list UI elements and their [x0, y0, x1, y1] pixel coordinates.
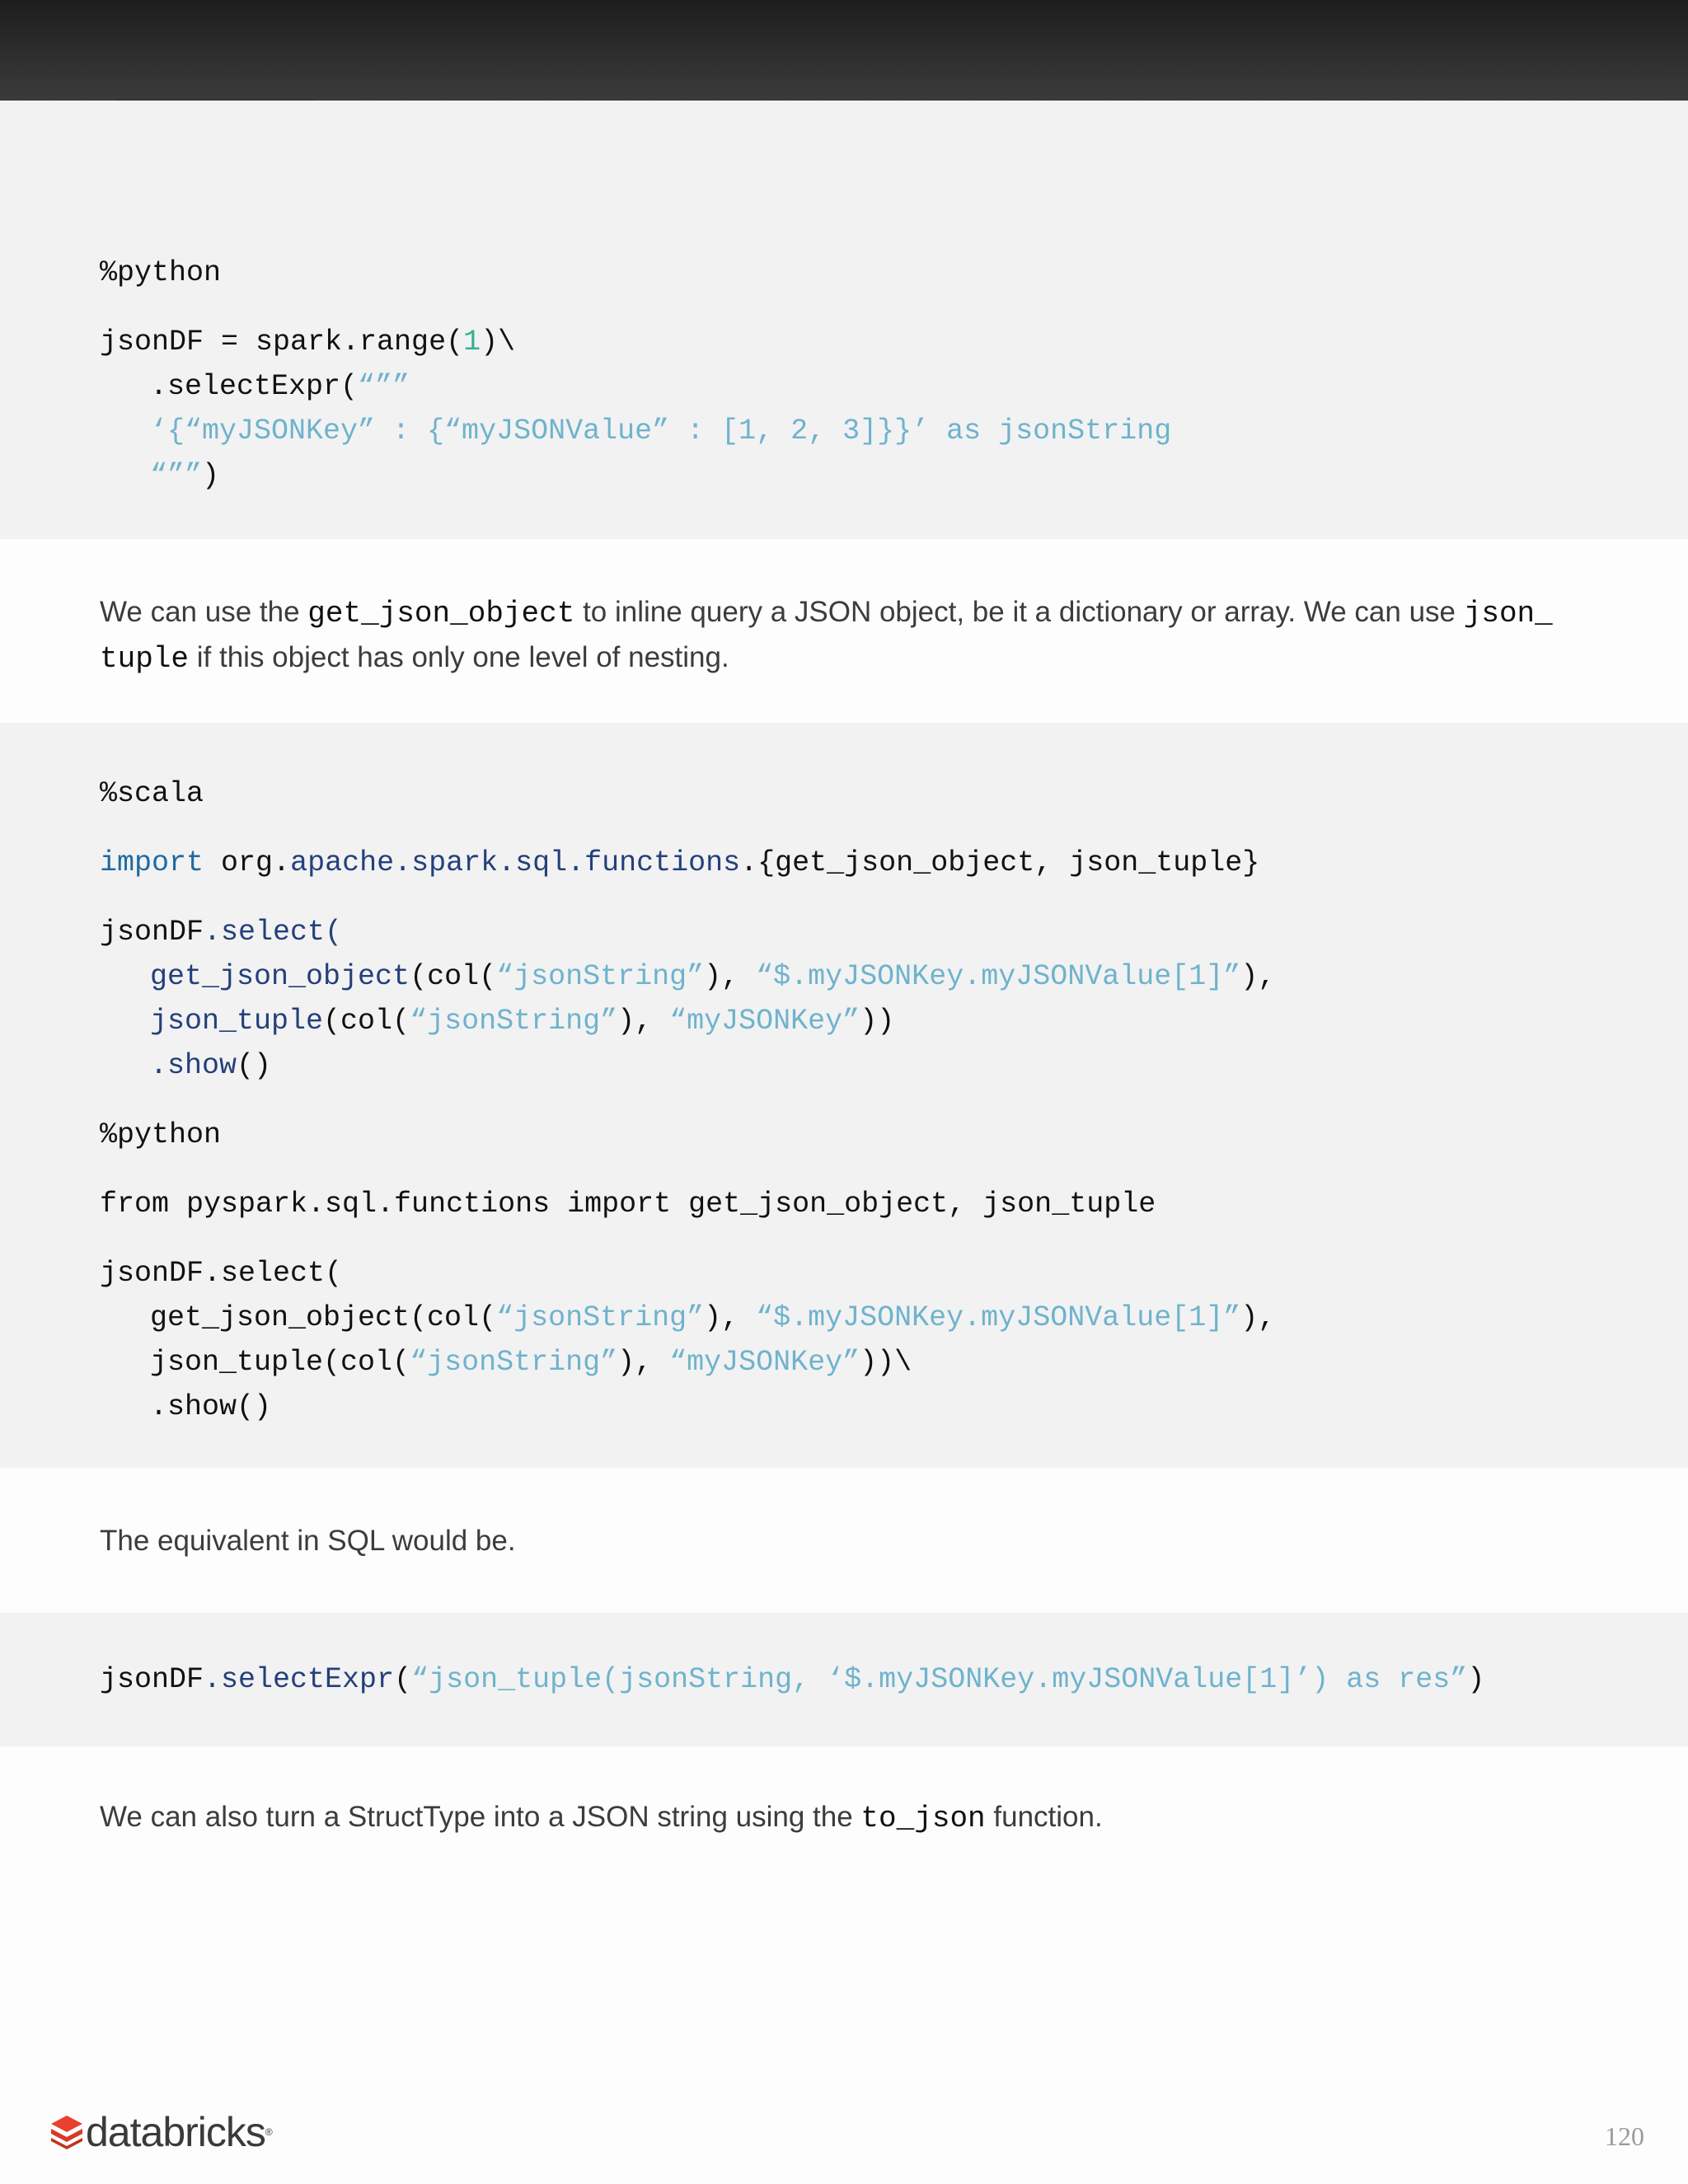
code-select-expr [100, 1657, 1484, 1702]
code-python-range [100, 251, 1171, 498]
paragraph-sql-equivalent: The equivalent in SQL would be. [100, 1525, 516, 1557]
header-band [0, 0, 1688, 101]
code-line: %scala [100, 777, 204, 810]
code-line: “””) [150, 459, 220, 492]
code-line: jsonDF.select( [100, 916, 343, 949]
code-line: %python [100, 256, 222, 289]
code-line: ‘{“myJSONKey” : {“myJSONValue” : [1, 2, 3]}}’ as jsonString [150, 415, 1172, 448]
logo-wordmark: databricks [86, 2109, 265, 2155]
page-number: 120 [1605, 2121, 1644, 2151]
code-line: json_tuple(col(“jsonString”), “myJSONKey”)) [150, 1005, 895, 1038]
code-line: .show() [150, 1390, 272, 1423]
code-line: import org.apache.spark.sql.functions.{get_json_object, json_tuple} [100, 846, 1260, 879]
code-line: %python [100, 1118, 222, 1151]
logo-trademark: ® [265, 2126, 273, 2138]
code-line: from pyspark.sql.functions import get_json_object, json_tuple [100, 1188, 1156, 1221]
code-line: .show() [150, 1049, 272, 1082]
code-line: get_json_object(col(“jsonString”), “$.myJSONKey.myJSONValue[1]”), [150, 1301, 1276, 1334]
paragraph-to-json: We can also turn a StructType into a JSON string using the to_json function. [100, 1801, 1103, 1835]
code-line: .selectExpr(“”” [150, 370, 410, 403]
code-line: jsonDF.selectExpr(“json_tuple(jsonString, ‘$.myJSONKey.myJSONValue[1]’) as res”) [100, 1663, 1485, 1696]
paragraph-get-json-object: We can use the get_json_object to inline query a JSON object, be it a dictionary or array. We can use json_ tuple if this object has only one level of nesting. [100, 596, 1553, 676]
code-line: jsonDF = spark.range(1)\ [100, 326, 516, 359]
databricks-icon [49, 2114, 84, 2150]
code-line: jsonDF.select( [100, 1257, 343, 1290]
code-line: get_json_object(col(“jsonString”), “$.myJSONKey.myJSONValue[1]”), [150, 960, 1276, 993]
databricks-logo [49, 2108, 273, 2156]
code-json-functions [100, 771, 1275, 1429]
code-line: json_tuple(col(“jsonString”), “myJSONKey”))\ [150, 1346, 912, 1379]
